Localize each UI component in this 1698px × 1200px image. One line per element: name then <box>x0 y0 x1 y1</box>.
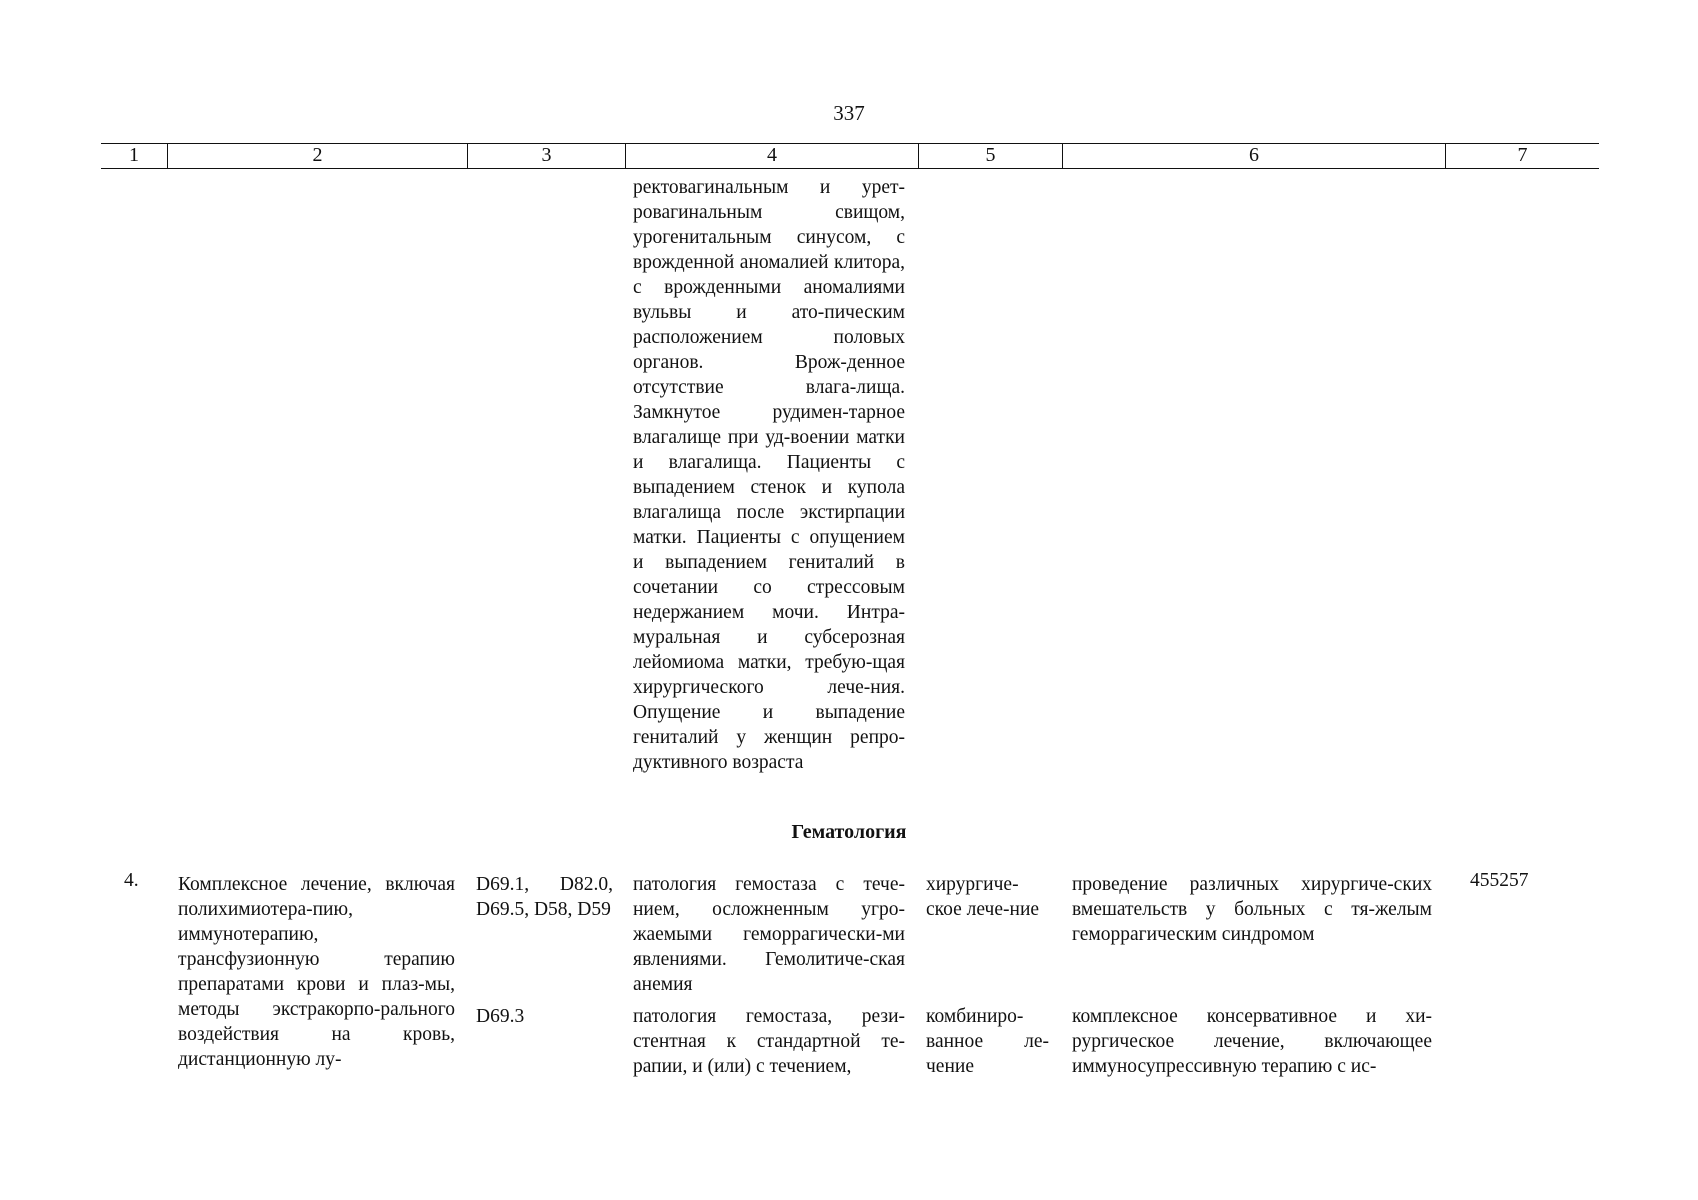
header-col-1: 1 <box>129 144 139 166</box>
row-care-type: Комплексное лечение, включая полихимиотера-пию, иммунотерапию, трансфузионную терапию препаратами крови и плаз-мы, методы экстракорпо-рального воздействия на кровь, дистанционную лу- <box>178 874 455 1070</box>
header-col-4: 4 <box>625 144 918 168</box>
section-title: Гематология <box>791 821 907 843</box>
row-method-2: комплексное консервативное и хи-рургическое лечение, включающее иммуносупрессивную терапию с ис- <box>1072 1006 1432 1077</box>
row-codes-1: D69.1, D82.0, D69.5, D58, D59 <box>476 874 613 920</box>
row-treatment-type-1: хирургиче-ское лече-ние <box>926 874 1040 920</box>
row-clinical-model-1: патология гемостаза с тече-нием, осложненным угро-жаемыми геморрагически-ми явлениями. Гемолитиче-ская анемия <box>633 874 905 995</box>
header-col-6: 6 <box>1062 144 1445 168</box>
continuation-clinical-model: ректовагинальным и урет-ровагинальным свищом, урогенитальным синусом, с врожденной аномалией клитора, с врожденными аномалиями вульвы и ато-пическим расположением половых органов. Врож-денное отсутствие влага-лища. Замкнутое рудимен-тарное влагалище при уд-воении матки и влагалища. Пациенты с выпадением стенок и купола влагалища после экстирпации матки. Пациенты с опущением и выпадением гениталий в сочетании со стрессовым недержанием мочи. Интра-муральная и субсерозная лейомиома матки, требую-щая хирургического лече-ния. Опущение и выпадение гениталий у женщин репро-дуктивного возраста <box>633 177 905 773</box>
header-col-3: 3 <box>467 144 625 168</box>
row-treatment-type-2: комбиниро-ванное ле-чение <box>926 1006 1049 1077</box>
page-number: 337 <box>833 101 865 125</box>
row-codes-2: D69.3 <box>476 1006 525 1027</box>
header-col-2: 2 <box>167 144 467 168</box>
row-clinical-model-2: патология гемостаза, рези-стентная к стандартной те-рапии, и (или) с течением, <box>633 1006 905 1077</box>
row-number: 4. <box>124 870 139 891</box>
header-col-7: 7 <box>1445 144 1599 168</box>
row-price: 455257 <box>1470 870 1529 891</box>
header-col-5: 5 <box>918 144 1062 168</box>
table-header <box>101 143 1599 169</box>
row-method-1: проведение различных хирургиче-ских вмешательств у больных с тя-желым геморрагическим синдромом <box>1072 874 1432 945</box>
